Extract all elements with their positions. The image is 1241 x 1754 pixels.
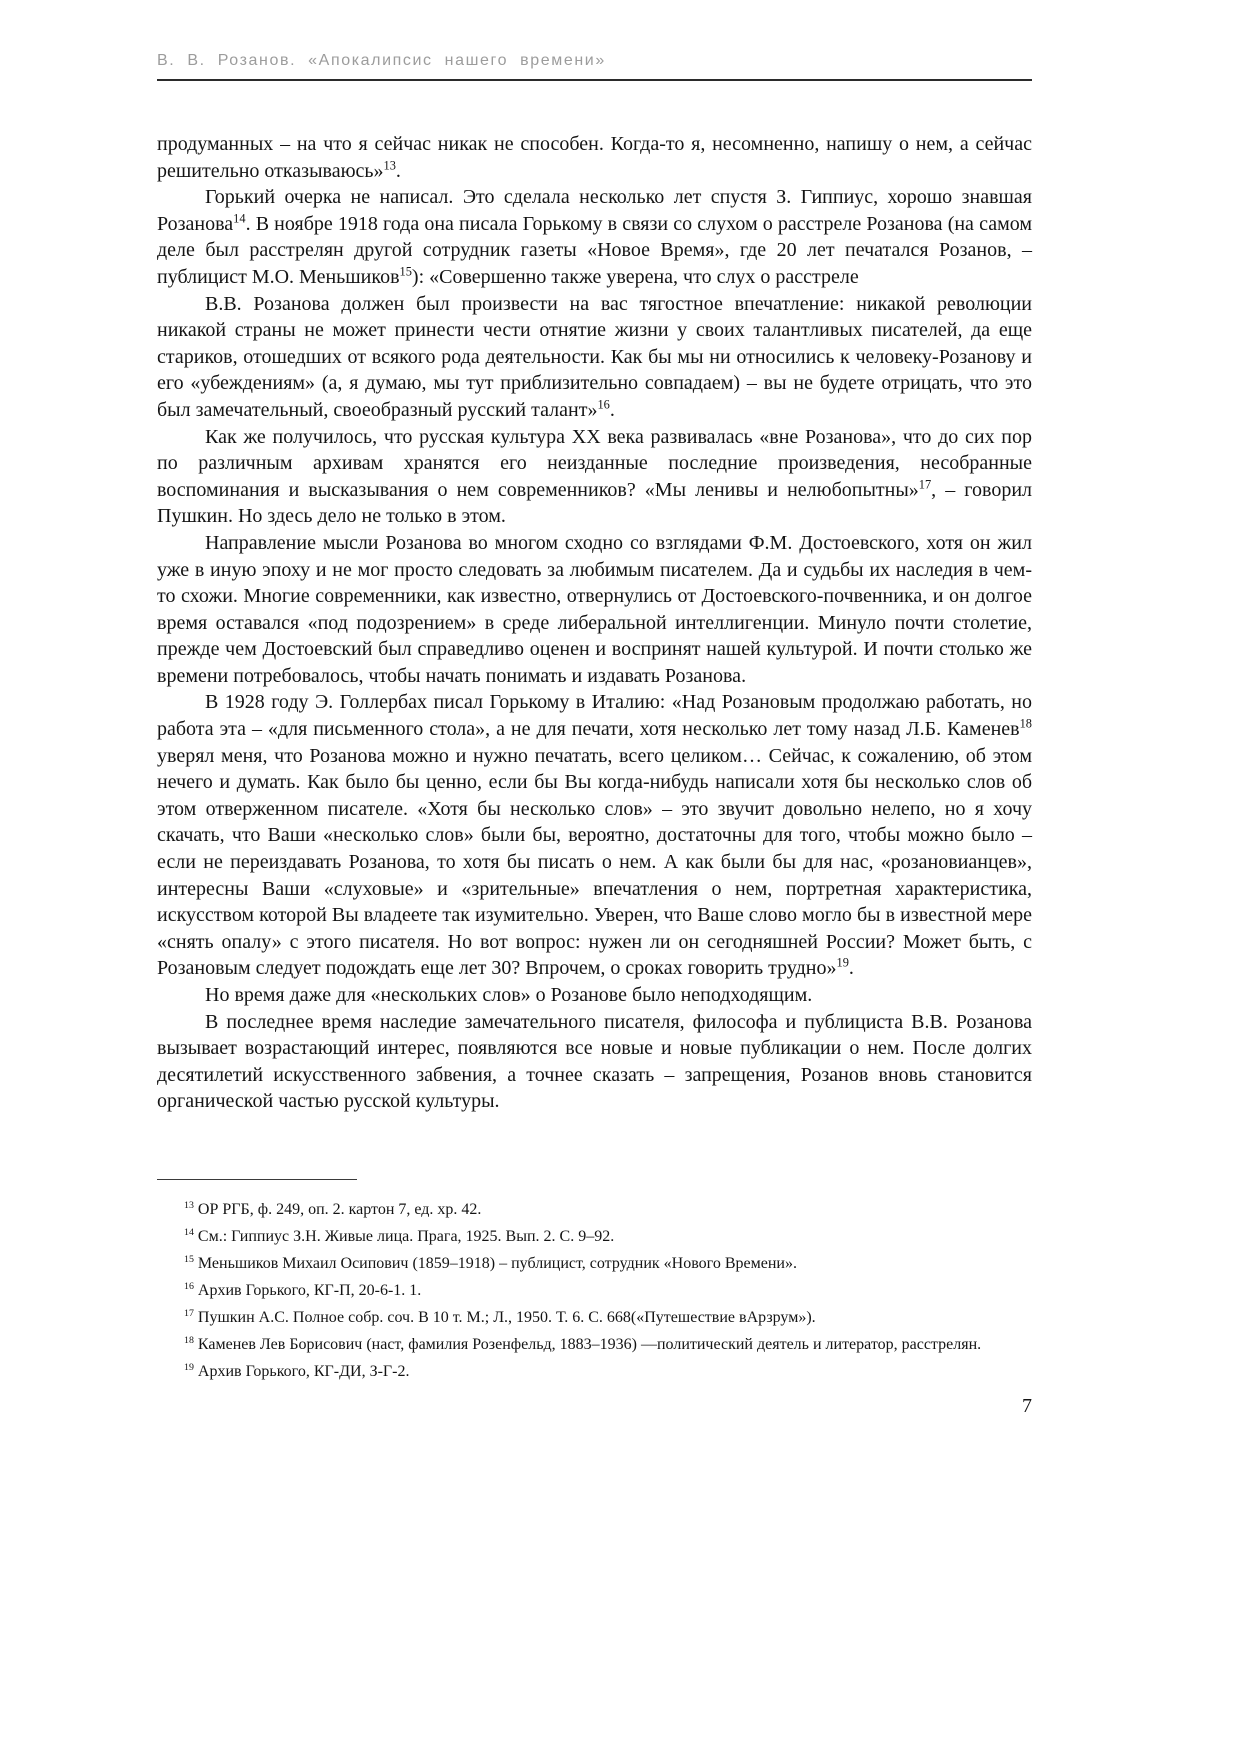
footnote-number: 14: [184, 1226, 194, 1238]
footnotes-list: [157, 1196, 1032, 1385]
footnote: $^{16}$ Архив Горького, КГ-П, 20-6-1. 1.: [184, 1280, 422, 1299]
footnote-rule: [157, 1179, 357, 1180]
page-number: 7: [1022, 1394, 1032, 1417]
footnote: $^{17}$ Пушкин А.С. Полное собр. соч. В 10 т. М.; Л., 1950. Т. 6. С. 668(«Путешествие вАрзрум»).: [184, 1307, 816, 1326]
footnote-number: 16: [184, 1280, 194, 1292]
footnote-ref: 15: [399, 264, 412, 279]
paragraph: В.В. Розанова должен был произвести на вас тягостное впечатление: никакой революции никакой страны не может принести чести отнятие жизни у своих талантливых писателей, да еще стариков, отошедших от всякого рода деятельности. Как бы мы ни относились к человеку-Розанову и его «убеждениям» (а, я думаю, мы тут приблизительно совпадаем) – вы не будете отрицать, что это был замечательный, своеобразный русский талант»$^{16}$.: [157, 292, 1032, 421]
footnote-number: 15: [184, 1253, 194, 1265]
paragraph: Горький очерка не написал. Это сделала несколько лет спустя З. Гиппиус, хорошо знавшая Розанова$^{14}$. В ноябре 1918 года она писала Горькому в связи со слухом о расстреле Розанова (на самом деле был расстрелян другой сотрудник газеты «Новое Время», где 20 лет печатался Розанов, – публицист М.О. Меньшиков$^{15}$): «Совершенно также уверена, что слух о расстреле: [157, 186, 1032, 288]
footnote-ref: 16: [597, 397, 610, 412]
footnotes-section: [157, 1179, 1032, 1418]
footnote-number: 13: [184, 1199, 194, 1211]
paragraph: Но время даже для «нескольких слов» о Розанове было неподходящим.: [205, 984, 813, 1006]
footnote-ref: 14: [233, 211, 246, 226]
footnote: $^{15}$ Меньшиков Михаил Осипович (1859–1918) – публицист, сотрудник «Нового Времени».: [184, 1253, 797, 1272]
footnote-number: 17: [184, 1307, 194, 1319]
footnote: $^{13}$ ОР РГБ, ф. 249, оп. 2. картон 7, ед. хр. 42.: [184, 1199, 482, 1218]
paragraph: Направление мысли Розанова во многом сходно со взглядами Ф.М. Достоевского, хотя он жил уже в иную эпоху и не мог просто следовать за любимым писателем. Да и судьбы их наследия в чем-то схожи. Многие современники, как известно, отвернулись от Достоевского-почвенника, и он долгое время оставался «под подозрением» в среде либеральной интеллигенции. Минуло почти столетие, прежде чем Достоевский был справедливо оценен и воспринят нашей культурой. И почти столько же времени потребовалось, чтобы начать понимать и издавать Розанова.: [157, 531, 1032, 687]
footnote-number: 19: [184, 1361, 194, 1373]
body-text: [157, 131, 1032, 1115]
header-rule: [157, 79, 1032, 81]
footnote: $^{19}$ Архив Горького, КГ-ДИ, З-Г-2.: [184, 1361, 410, 1380]
footnote: $^{18}$ Каменев Лев Борисович (наст, фамилия Розенфельд, 1883–1936) —политический деятель и литератор, расстрелян.: [184, 1334, 982, 1353]
footnote-number: 18: [184, 1334, 194, 1346]
page-header: [157, 52, 1032, 81]
paragraph: Как же получилось, что русская культура XX века развивалась «вне Розанова», что до сих пор по различным архивам хранятся его неизданные последние произведения, несобранные воспоминания и высказывания о нем современников? «Мы ленивы и нелюбопытны»$^{17}$, – говорил Пушкин. Но здесь дело не только в этом.: [157, 425, 1033, 528]
footnote: $^{14}$ См.: Гиппиус З.Н. Живые лица. Прага, 1925. Вып. 2. С. 9–92.: [184, 1226, 615, 1245]
paragraph: В последнее время наследие замечательного писателя, философа и публициста В.В. Розанова вызывает возрастающий интерес, появляются все новые и новые публикации о нем. После долгих десятилетий искусственного забвения, а точнее сказать – запрещения, Розанов вновь становится органической частью русской культуры.: [157, 1010, 1032, 1113]
paragraph: В 1928 году Э. Голлербах писал Горькому в Италию: «Над Розановым продолжаю работать, но работа эта – «для письменного стола», а не для печати, хотя несколько лет тому назад Л.Б. Каменев$^{18}$ уверял меня, что Розанова можно и нужно печатать, всего целиком… Сейчас, к сожалению, об этом нечего и думать. Как было бы ценно, если бы Вы когда-нибудь написали хотя бы несколько слов об этом отверженном писателе. «Хотя бы несколько слов» – это звучит довольно нелепо, но я хочу скачать, что Ваши «несколько слов» были бы, вероятно, достаточны для того, чтобы можно было – если не переиздавать Розанова, то хотя бы писать о нем. А как были бы для нас, «розановианцев», интересны Ваши «слуховые» и «зрительные» впечатления о нем, портретная характеристика, искусством которой Вы владеете так изумительно. Уверен, что Ваше слово могло бы в известной мере «снять опалу» с этого писателя. Но вот вопрос: нужен ли он сегодняшней России? Может быть, с Розановым следует подождать еще лет 30? Впрочем, о сроках говорить трудно»$^{19}$.: [157, 691, 1032, 980]
footnote-ref: 19: [836, 955, 849, 970]
paragraph: продуманных – на что я сейчас никак не способен. Когда-то я, несомненно, напишу о нем, а сейчас решительно отказываюсь»$^{13}$.: [157, 133, 1032, 182]
footnote-ref: 13: [383, 157, 396, 172]
running-title: В. В. Розанов. «Апокалипсис нашего времени»: [157, 52, 606, 69]
footnote-ref: 17: [918, 477, 932, 492]
footnote-ref: 18: [1019, 716, 1032, 731]
